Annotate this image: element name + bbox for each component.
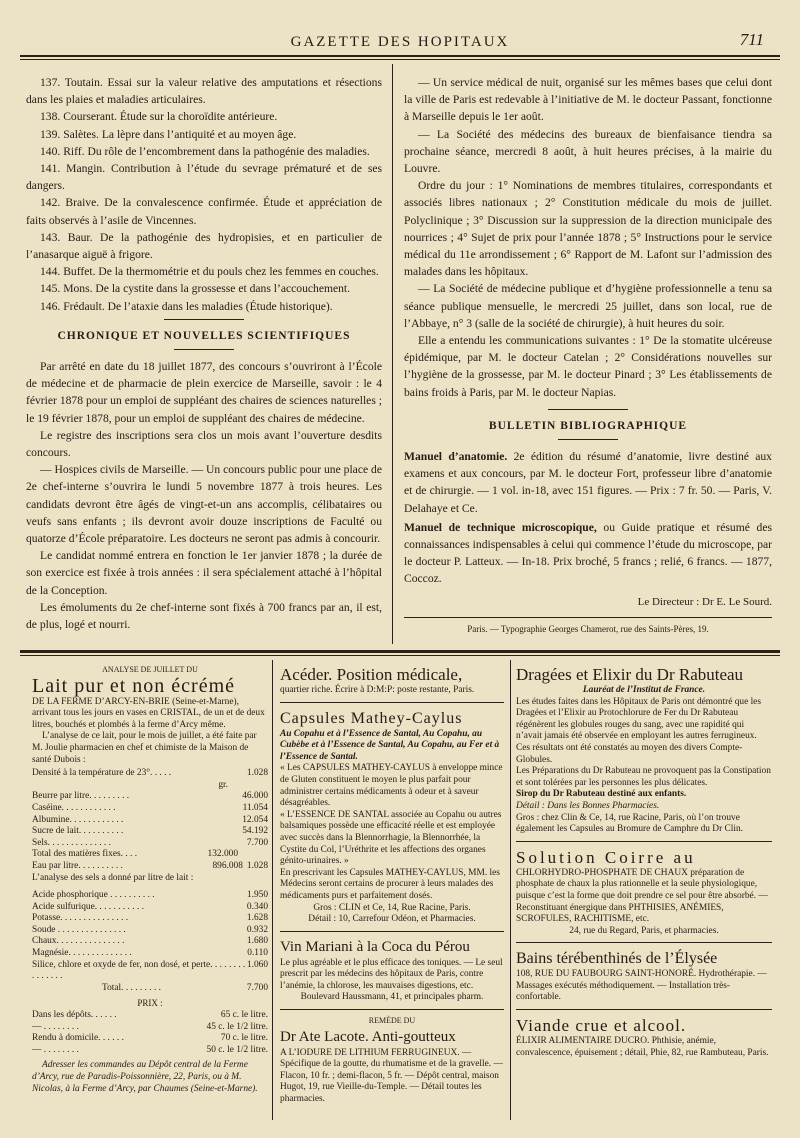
- salt-row-label: Potasse. . . . . . . . . . . . . . .: [32, 913, 129, 924]
- chronique-paragraph: Le registre des inscriptions sera clos un mois avant l’ouverture desdits concours.: [26, 428, 382, 460]
- composition-row: [32, 815, 268, 827]
- price-row: [32, 1045, 268, 1057]
- header-rule-thin: [20, 59, 780, 60]
- section-separator: [548, 409, 628, 410]
- salt-row-value: 1.950: [246, 890, 268, 901]
- capsules-ad: [280, 708, 504, 926]
- composition-row-label: Sucre de lait. . . . . . . . . .: [32, 826, 124, 837]
- news-body: [404, 74, 772, 401]
- vin-text: Le plus agréable et le plus efficace des toniques. — Le seul prescrit par les médecins des hôpitaux de Paris, contre l’anémie, la chlorose, les mauvaises digestions, etc.: [280, 957, 503, 991]
- page-header: [0, 6, 800, 62]
- milk-ad-top: ANALYSE DE JUILLET DU: [102, 665, 198, 674]
- thesis-entry: 143. Baur. De la pathogénie des hydropisies, et en particulier de l’anasarque aiguë à frigore.: [26, 230, 382, 262]
- composition-row-label: Albumine. . . . . . . . . . . .: [32, 814, 124, 825]
- coirre-ad: [516, 847, 772, 938]
- biblio-text: ou Guide pratique et résumé des connaissances indispensables à celui qui commence l’étude du microscope, par le docteur P. Latteux. — In-18. Prix broché, 5 francs ; relié, 6 francs. — 1877, Coccoz.: [404, 520, 772, 586]
- unit-label: gr.: [218, 779, 228, 790]
- lacote-headline: Dr Ate Lacote. Anti-goutteux: [280, 1028, 456, 1045]
- ad-separator: [280, 931, 504, 932]
- salt-row-value: 0.340: [246, 901, 268, 912]
- thesis-list: [26, 74, 382, 315]
- price-row-value: 65 c. le litre.: [220, 1010, 268, 1021]
- ad-separator: [516, 942, 772, 943]
- position-headline: Acéder. Position médicale,: [280, 665, 463, 684]
- thesis-entry: 137. Toutain. Essai sur la valeur relative des amputations et résections dans les plaies et maladies articulaires.: [26, 76, 382, 107]
- salt-row: [32, 925, 268, 937]
- bibliography-list: [404, 448, 772, 588]
- right-ads: [516, 664, 772, 1059]
- ads-divider-1: [272, 660, 273, 1120]
- salt-row-value: 0.110: [247, 948, 268, 959]
- composition-row-label: Caséine. . . . . . . . . . . .: [32, 802, 116, 813]
- capsules-text3: En prescrivant les Capsules MATHEY-CAYLUS, MM. les Médecins seront certains de procurer à leurs malades des médicaments purs et parfaitement dosés.: [280, 867, 500, 901]
- section-separator: [174, 349, 234, 350]
- density-value: 1.028: [246, 768, 268, 779]
- price-row: [32, 1033, 268, 1045]
- section-separator: [164, 319, 244, 320]
- water-row: [32, 861, 268, 873]
- milk-ad: [32, 664, 268, 1095]
- chronique-paragraph: — Hospices civils de Marseille. — Un concours public pour une place de 2e chef-interne s’ouvrira le lundi 5 novembre 1877 à trois heures. Les candidats devront être âgés de vingt-et-un ans accomplis, célibataires ou veufs sans enfants ; ils devront avoir douze inscriptions de Faculté ou quatorze d’École préparatoire. Les docteurs ne seront pas admis à concourir.: [26, 463, 382, 546]
- viande-text: ÉLIXIR ALIMENTAIRE DUCRO. Phthisie, anémie, convalescence, épuisement ; détail, Phie, 82, rue Rambuteau, Paris.: [516, 1036, 769, 1058]
- salt-row-label: Chaux. . . . . . . . . . . . . . .: [32, 936, 125, 947]
- news-paragraph: — La Société des médecins des bureaux de bienfaisance tiendra sa prochaine séance, mercredi 8 août, à huit heures précises, à la mairie du Louvre.: [404, 127, 772, 176]
- printer-rule: [404, 617, 772, 618]
- rabuteau-text4: Sirop du Dr Rabuteau destiné aux enfants.: [516, 789, 687, 800]
- composition-row-value: 12.054: [242, 814, 268, 825]
- section-separator: [558, 439, 618, 440]
- director-line: Le Directeur : Dr E. Le Sourd.: [637, 595, 772, 608]
- rabuteau-gros: Gros : chez Clin & Ce, 14, rue Racine, Paris, où l’on trouve également les Capsules au Bromure de Camphre du Dr Clin.: [516, 812, 744, 835]
- salt-row-label: Acide phosphorique . . . . . . . . . .: [32, 890, 155, 901]
- salt-row: [32, 913, 268, 925]
- chronique-paragraph: Le candidat nommé entrera en fonction le 1er janvier 1878 ; la durée de son exercice est fixée à trois années : il sera spécialement attaché à l’hôpital de la Conception.: [26, 549, 382, 597]
- salt-row: [32, 960, 268, 983]
- price-row-label: — . . . . . . . .: [32, 1044, 79, 1055]
- sum-value: 1.028: [246, 860, 268, 871]
- biblio-entry: [404, 448, 772, 517]
- journal-title: GAZETTE DES HOPITAUX: [290, 34, 510, 50]
- salts-total-value: 7.700: [246, 982, 268, 993]
- composition-row-label: Beurre par litre. . . . . . . . .: [32, 791, 130, 802]
- rabuteau-headline: Dragées et Elixir du Dr Rabuteau: [516, 665, 744, 684]
- ad-separator: [516, 1009, 772, 1010]
- thesis-entry: 145. Mons. De la cystite dans la grossesse et dans l’accouchement.: [40, 282, 351, 296]
- composition-row: [32, 791, 268, 803]
- chronique-title: CHRONIQUE ET NOUVELLES SCIENTIFIQUES: [57, 329, 351, 342]
- salt-row: [32, 948, 268, 960]
- thesis-entry: 139. Salètes. La lèpre dans l’antiquité et au moyen âge.: [40, 127, 297, 141]
- salts-title: L’analyse des sels a donné par litre de lait :: [32, 872, 194, 883]
- lacote-top: REMÈDE DU: [368, 1016, 416, 1026]
- bains-text: 108, RUE DU FAUBOURG SAINT-HONORÉ. Hydrothérapie. — Massages exécutés méthodiquement. — Installation très-confortable.: [516, 969, 767, 1003]
- vin-headline: Vin Mariani à la Coca du Pérou: [280, 938, 470, 955]
- rabuteau-sub: Lauréat de l’Institut de France.: [582, 685, 706, 695]
- viande-headline: Viande crue et alcool.: [516, 1016, 687, 1036]
- thesis-entry: 142. Braive. De la convalescence confirmée. Étude et appréciation de faits observés à l’asile de Vincennes.: [26, 196, 382, 227]
- composition-row: [32, 803, 268, 815]
- salt-row-label: Silice, chlore et oxyde de fer, non dosé, et perte. . . . . . . . . . . . . . .: [32, 959, 246, 982]
- milk-ad-footer: Adresser les commandes au Dépôt central de la Ferme d’Arcy, rue de Paradis-Poissonnière, 22, Paris, ou à M. Nicolas, à la Ferme d’Arcy, par Chaumes (Seine-et-Marne).: [32, 1060, 258, 1094]
- lacote-ad: [280, 1015, 504, 1106]
- composition-row-value: 54.192: [242, 826, 268, 837]
- header-rule: [20, 55, 780, 57]
- capsules-text2: « L’ESSENCE DE SANTAL associée au Copahu ou autres balsamiques possède une efficacité réelle et est employée avec succès dans la Blennorrhagie, la Blennorrhée, la Cystite du Col, l’Uréthrite et les affections des organes génito-urinaires. »: [280, 809, 502, 867]
- capsules-sub: Au Copahu et à l’Essence de Santal, Au Copahu, au Cubèbe et à l’Essence de Santal, Au Copahu, au Fer et à l’Essence de Santal.: [280, 728, 500, 762]
- salt-row: [32, 936, 268, 948]
- water-value: 896.008: [212, 860, 243, 871]
- coirre-text: CHLORHYDRO-PHOSPHATE DE CHAUX préparation de phosphate de chaux la plus rationnelle et la seule physiologique, puisque c’est la forme que doit prendre ce sel pour être absorbé. — Reconstituant énergique dans PHTHISIES, ANÉMIES, SCROFULES, RACHITISME, etc.: [516, 867, 768, 925]
- salt-row-label: Soude . . . . . . . . . . . . . . .: [32, 924, 126, 935]
- news-paragraph: Ordre du jour : 1° Nominations de membres titulaires, correspondants et associés libres nationaux ; 2° Constitution médicale du mois de juillet. Polyclinique ; 3° Discussion sur la suppression de la direction municipale des nourrices ; 4° Sujet de prix pour l’année 1878 ; 5° Instructions pour le service médical du 11e arrondissement ; 6° Rapport de M. Lafont sur l’admission des malades dans les hôpitaux.: [404, 179, 772, 279]
- thesis-entry: 138. Courserant. Étude sur la choroïdite antérieure.: [40, 110, 278, 124]
- salt-row: [32, 902, 268, 914]
- chronique-body: [26, 358, 382, 633]
- lacote-text: A L’IODURE DE LITHIUM FERRUGINEUX. — Spécifique de la goutte, du rhumatisme et de la gravelle. — Flacon, 10 fr. ; demi-flacon, 5 fr. — Dépôt central, maison Hugot, 19, rue Vieille-du-Temple. — Détail toutes les pharmacies.: [280, 1047, 503, 1105]
- news-paragraph: — La Société de médecine publique et d’hygiène professionnelle a tenu sa séance publique mensuelle, le mercredi 25 juillet, dans son local, rue de l’Abbaye, n° 3 (salle de la société de chirurgie), à huit heures du soir.: [404, 282, 772, 330]
- thesis-entry: 140. Riff. Du rôle de l’encombrement dans la pathogénie des maladies.: [40, 144, 370, 158]
- thesis-entry: 141. Mangin. Contribution à l’étude du sevrage prématuré et de ses dangers.: [26, 162, 382, 193]
- thesis-entry: 144. Buffet. De la thermométrie et du pouls chez les femmes en couches.: [40, 265, 379, 279]
- composition-row: [32, 838, 268, 850]
- coirre-address: 24, rue du Regard, Paris, et pharmacies.: [569, 925, 719, 936]
- milk-ad-intro: DE LA FERME D’ARCY-EN-BRIE (Seine-et-Marne), arrivant tous les jours en vases en CRISTAL, de un et de deux litres, bouchés et plombés à la ferme d’Arcy même.: [32, 696, 265, 730]
- rabuteau-text: Les études faites dans les Hôpitaux de Paris ont démontré que les Dragées et l’Elixir au Protochlorure de Fer du Dr Rabuteau régénèrent les globules rouges du sang, avec une rapidité qui n’avait jamais été observée en employant les autres ferrugineux.: [516, 696, 761, 742]
- capsules-detail: Détail : 10, Carrefour Odéon, et Pharmacies.: [308, 914, 476, 925]
- chronique-paragraph: Les émoluments du 2e chef-interne sont fixés à 700 francs par an, il est, de plus, logé et nourri.: [26, 600, 382, 632]
- thesis-entry: 146. Frédault. De l’ataxie dans les maladies (Étude historique).: [40, 299, 333, 313]
- salt-row-value: 1.680: [246, 936, 268, 947]
- price-row-label: Dans les dépôts. . . . . .: [32, 1010, 117, 1021]
- total-value: 132.000: [207, 849, 238, 860]
- milk-ad-intro2: L’analyse de ce lait, pour le mois de juillet, a été faite par M. Joulie pharmacien en chef et chimiste de la Maison de santé Dubois :: [32, 731, 257, 765]
- rabuteau-text2: Ces résultats ont été constatés au moyen des divers Compte-Globules.: [516, 742, 743, 765]
- left-column: [26, 74, 382, 633]
- composition-row: [32, 826, 268, 838]
- rabuteau-text3: Les Préparations du Dr Rabuteau ne provoquent pas la Constipation et sont tolérées par les personnes les plus délicates.: [516, 766, 771, 788]
- rabuteau-ad: [516, 664, 772, 836]
- salts-total-row: [32, 983, 268, 995]
- capsules-gros: Gros : CLIN et Ce, 14, Rue Racine, Paris.: [313, 902, 471, 913]
- salt-row-label: Magnésie. . . . . . . . . . . . . .: [32, 948, 132, 959]
- middle-ads: [280, 664, 504, 1106]
- printer-line: Paris. — Typographie Georges Chamerot, rue des Saints-Pères, 19.: [467, 623, 709, 634]
- prix-title: PRIX :: [137, 998, 163, 1009]
- composition-table: [32, 791, 268, 849]
- salt-row-value: 1.628: [246, 913, 268, 924]
- position-ad: [280, 664, 504, 697]
- bulletin-title: BULLETIN BIBLIOGRAPHIQUE: [488, 419, 688, 432]
- composition-row-value: 7.700: [246, 837, 268, 848]
- biblio-title: Manuel de technique microscopique,: [404, 520, 597, 534]
- ads-rule: [20, 650, 780, 653]
- coirre-headline: Solution Coirre au: [516, 847, 696, 867]
- vin-address: Boulevard Haussmann, 41, et principales pharm.: [300, 992, 484, 1003]
- vin-ad: [280, 937, 504, 1004]
- price-row-value: 45 c. le 1/2 litre.: [206, 1021, 268, 1032]
- milk-ad-headline: Lait pur et non écrémé: [32, 674, 236, 697]
- price-row: [32, 1010, 268, 1022]
- salts-total-label: Total. . . . . . . . .: [102, 982, 161, 993]
- biblio-text: 2e édition du résumé d’anatomie, livre destiné aux examens et aux concours, par M. le docteur Fort, professeur libre d’anatomie et de chirurgie. — 1 vol. in-18, avec 151 figures. — Prix : 7 fr. 50. — Paris, V. Delahaye et Ce.: [404, 450, 772, 515]
- composition-row-value: 11.054: [242, 802, 268, 813]
- capsules-text: « Les CAPSULES MATHEY-CAYLUS à enveloppe mince de Gluten constituent le moyen le plus parfait pour administrer certains médicaments à odeur et à saveur désagréables.: [280, 763, 503, 809]
- capsules-headline: Capsules Mathey-Caylus: [280, 709, 463, 727]
- column-divider: [392, 64, 393, 644]
- price-table: [32, 1010, 268, 1056]
- price-row: [32, 1022, 268, 1034]
- price-row-label: Rendu à domicile. . . . . .: [32, 1033, 124, 1044]
- rabuteau-detail: Détail : Dans les Bonnes Pharmacies.: [516, 800, 660, 811]
- total-row: [32, 849, 268, 861]
- water-label: Eau par litre. . . . . . . . . .: [32, 860, 123, 871]
- ads-rule-thin: [20, 655, 780, 656]
- right-column: [404, 74, 772, 638]
- density-label: Densité à la température de 23°. . . . .: [32, 768, 172, 779]
- news-paragraph: Elle a entendu les communications suivantes : 1° De la stomatite ulcéreuse épidémique, par M. le docteur Catelan ; 2° Considérations nouvelles sur l’hygiène de la grossesse, par M. le docteur Pinard ; 3° Les établissements de bains froids à Paris, par M. le docteur Napias.: [404, 334, 772, 399]
- ads-divider-2: [510, 660, 511, 1120]
- chronique-paragraph: Par arrêté en date du 18 juillet 1877, des concours s’ouvriront à l’École de médecine et de pharmacie de plein exercice de Marseille, savoir : le 4 février 1878 pour un emploi de suppléant des chaires de sciences naturelles ; le 19 février 1878, pour un emploi de suppléant des chaires de médecine.: [26, 360, 382, 425]
- page-number: 711: [739, 30, 764, 49]
- ad-separator: [280, 1009, 504, 1010]
- price-row-value: 70 c. le litre.: [220, 1033, 268, 1044]
- bains-ad: [516, 948, 772, 1004]
- salt-row: [32, 890, 268, 902]
- price-row-value: 50 c. le 1/2 litre.: [206, 1044, 268, 1055]
- salt-row-label: Acide sulfurique. . . . . . . . . . .: [32, 901, 144, 912]
- price-row-label: — . . . . . . . .: [32, 1021, 79, 1032]
- composition-row-value: 46.000: [242, 791, 268, 802]
- density-row: [32, 768, 268, 780]
- salt-row-value: 0.932: [246, 924, 268, 935]
- salt-row-value: 1.060: [246, 959, 268, 970]
- news-paragraph: — Un service médical de nuit, organisé sur les mêmes bases que celui dont la ville de Paris est redevable à l’initiative de M. le docteur Passant, fonctionne à Marseille depuis le 1er août.: [404, 76, 772, 124]
- viande-ad: [516, 1015, 772, 1059]
- position-text: quartier riche. Écrire à D:M:P: poste restante, Paris.: [280, 685, 475, 695]
- biblio-title: Manuel d’anatomie.: [404, 450, 508, 464]
- total-label: Total des matières fixes. . . .: [32, 849, 138, 860]
- bains-headline: Bains térébenthinés de l’Élysée: [516, 950, 718, 968]
- ad-separator: [280, 702, 504, 703]
- composition-row-label: Sels. . . . . . . . . . . . . .: [32, 837, 111, 848]
- salts-table: [32, 890, 268, 983]
- biblio-entry: [404, 519, 772, 588]
- ad-separator: [516, 841, 772, 842]
